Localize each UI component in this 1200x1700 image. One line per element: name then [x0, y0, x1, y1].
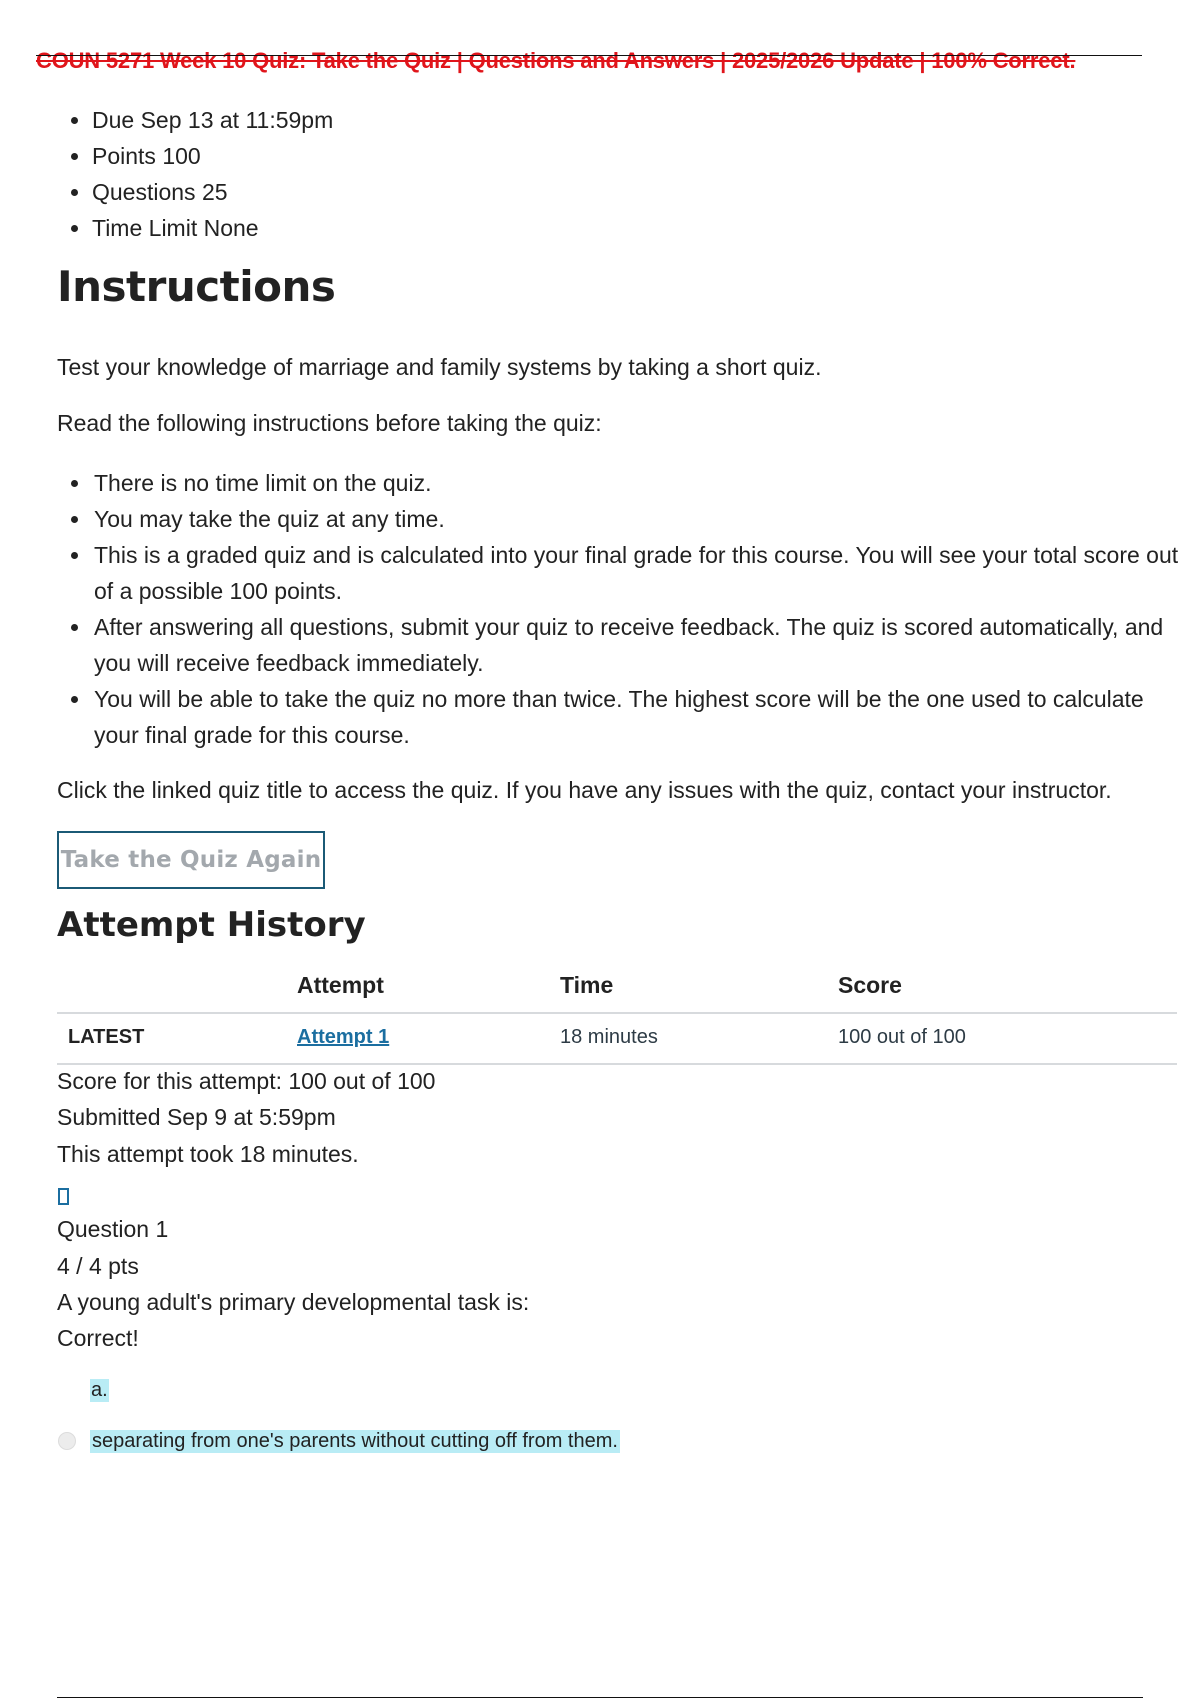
rule-item: • This is a graded quiz and is calculated into your final grade for this course. You will see your total score out of a possible 100 points.: [92, 537, 1192, 609]
meta-due-date: • Due Sep 13 at 11:59pm: [92, 102, 333, 138]
attempt-score-cell: 100 out of 100: [838, 1026, 966, 1048]
column-header-time: Time: [560, 972, 614, 998]
quiz-meta-list: [70, 102, 333, 246]
header-divider: [36, 55, 1142, 56]
meta-points: • Points 100: [92, 138, 333, 174]
column-header-score: Score: [838, 972, 902, 998]
instructions-rules-list: [70, 465, 1192, 753]
attempt-1-link[interactable]: Attempt 1: [297, 1026, 390, 1048]
rule-item: • After answering all questions, submit your quiz to receive feedback. The quiz is scored automatically, and you will receive feedback immediately.: [92, 609, 1192, 681]
attempt-time-cell: 18 minutes: [560, 1026, 658, 1048]
flag-question-icon[interactable]: [58, 1188, 69, 1205]
meta-time-limit: • Time Limit None: [92, 210, 333, 246]
column-header-attempt: Attempt: [297, 972, 384, 998]
instructions-heading: Instructions: [57, 262, 336, 311]
answer-text: separating from one's parents without cutting off from them.: [92, 1430, 618, 1452]
answer-radio-icon: [58, 1432, 76, 1450]
footer-divider: [57, 1697, 1143, 1698]
instructions-lead: Read the following instructions before taking the quiz:: [57, 410, 602, 436]
instructions-intro: Test your knowledge of marriage and family systems by taking a short quiz.: [57, 354, 822, 380]
question-result: Correct!: [57, 1325, 139, 1351]
answer-letter: a.: [91, 1379, 108, 1401]
instructions-closing: Click the linked quiz title to access the quiz. If you have any issues with the quiz, contact your instructor.: [57, 777, 1112, 803]
rule-item: • There is no time limit on the quiz.: [92, 465, 1192, 501]
rule-item: • You may take the quiz at any time.: [92, 501, 1192, 537]
attempt-history-heading: Attempt History: [57, 905, 366, 945]
table-row-divider: [57, 1063, 1177, 1065]
take-quiz-again-button[interactable]: Take the Quiz Again: [57, 831, 325, 889]
table-header-divider: [57, 1012, 1177, 1014]
document-header-title: COUN 5271 Week 10 Quiz: Take the Quiz | Questions and Answers | 2025/2026 Update | 100% Correct.: [36, 48, 1076, 73]
question-prompt: A young adult's primary developmental task is:: [57, 1289, 530, 1315]
question-points: 4 / 4 pts: [57, 1253, 139, 1279]
question-title: Question 1: [57, 1216, 169, 1242]
attempt-duration-text: This attempt took 18 minutes.: [57, 1141, 359, 1167]
latest-label: LATEST: [68, 1026, 145, 1048]
meta-questions: • Questions 25: [92, 174, 333, 210]
attempt-score-text: Score for this attempt: 100 out of 100: [57, 1068, 436, 1094]
attempt-submitted-text: Submitted Sep 9 at 5:59pm: [57, 1104, 336, 1130]
rule-item: • You will be able to take the quiz no more than twice. The highest score will be the one used to calculate your final grade for this course.: [92, 681, 1192, 753]
